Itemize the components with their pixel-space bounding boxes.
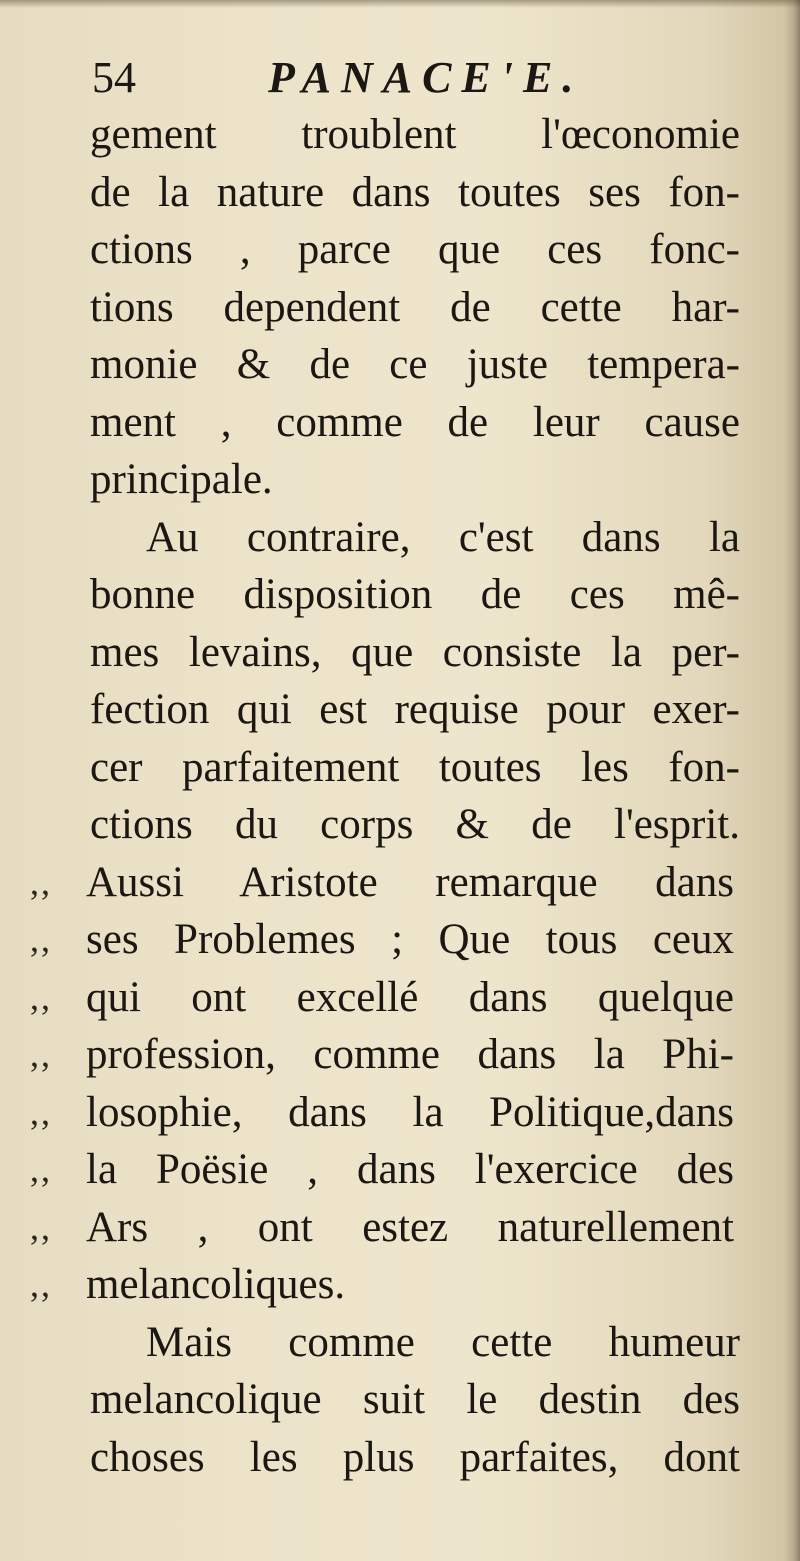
line-text: la Poësie , dans l'exercice des — [86, 1146, 734, 1193]
text-line — [0, 336, 800, 394]
line-text: Mais comme cette humeur — [146, 1318, 740, 1366]
quote-mark: ,, — [30, 1091, 52, 1132]
text-line — [0, 624, 800, 682]
quote-line — [0, 1026, 800, 1084]
line-text: Aussi Aristote remarque dans — [86, 858, 734, 906]
text-line — [0, 451, 800, 509]
line-text: fection qui est requise pour exer- — [90, 686, 740, 733]
line-text: choses les plus parfaites, dont — [90, 1433, 740, 1481]
text-line — [0, 566, 800, 624]
quote-line — [0, 969, 800, 1027]
quote-line — [0, 1199, 800, 1257]
line-text: ses Problemes ; Que tous ceux — [86, 916, 734, 963]
text-line — [0, 681, 800, 739]
quote-mark: ,, — [30, 919, 52, 959]
text-line — [0, 1371, 800, 1429]
page-number: 54 — [92, 53, 136, 102]
page-header — [92, 48, 732, 108]
text-line — [0, 1429, 800, 1487]
body-text — [0, 106, 800, 1486]
line-text: melancolique suit le destin des — [90, 1376, 740, 1423]
text-line — [0, 279, 800, 337]
quote-mark: ,, — [30, 861, 52, 902]
line-text: ctions du corps & de l'esprit. — [90, 801, 740, 848]
text-line — [0, 739, 800, 797]
line-text: Ars , ont estez naturellement — [86, 1203, 734, 1251]
text-line — [0, 394, 800, 452]
line-text: Au contraire, c'est dans la — [146, 513, 740, 561]
line-text: bonne disposition de ces mê- — [90, 571, 740, 618]
text-line — [0, 1314, 800, 1372]
quote-line — [0, 1084, 800, 1142]
line-text: de la nature dans toutes ses fon- — [90, 168, 740, 216]
page-top-edge — [0, 0, 800, 8]
text-line — [0, 164, 800, 222]
text-line — [0, 106, 800, 164]
line-text: qui ont excellé dans quelque — [86, 973, 734, 1021]
line-text: gement troublent l'œconomie — [90, 111, 740, 158]
text-line — [0, 221, 800, 279]
line-text: cer parfaitement toutes les fon- — [90, 743, 740, 791]
line-text: mes levains, que consiste la per- — [90, 628, 740, 676]
quote-mark: ,, — [30, 976, 52, 1017]
line-text: losophie, dans la Politique,dans — [86, 1088, 734, 1136]
running-title: PANACE'E. — [268, 53, 584, 102]
line-text: monie & de ce juste tempera- — [90, 341, 740, 388]
quote-line — [0, 1141, 800, 1199]
line-text: tions dependent de cette har- — [90, 283, 740, 331]
line-text: ment , comme de leur cause — [90, 398, 740, 446]
text-line — [0, 796, 800, 854]
text-line — [0, 509, 800, 567]
line-text: melancoliques. — [86, 1261, 346, 1308]
quote-mark: ,, — [30, 1149, 52, 1189]
line-text: ctions , parce que ces fonc- — [90, 226, 740, 273]
line-text: principale. — [90, 456, 273, 503]
quote-mark: ,, — [30, 1264, 52, 1304]
quote-mark: ,, — [30, 1034, 52, 1074]
quote-mark: ,, — [30, 1206, 52, 1247]
quote-line — [0, 1256, 800, 1314]
quote-line — [0, 911, 800, 969]
quote-line — [0, 854, 800, 912]
line-text: profession, comme dans la Phi- — [86, 1031, 734, 1078]
